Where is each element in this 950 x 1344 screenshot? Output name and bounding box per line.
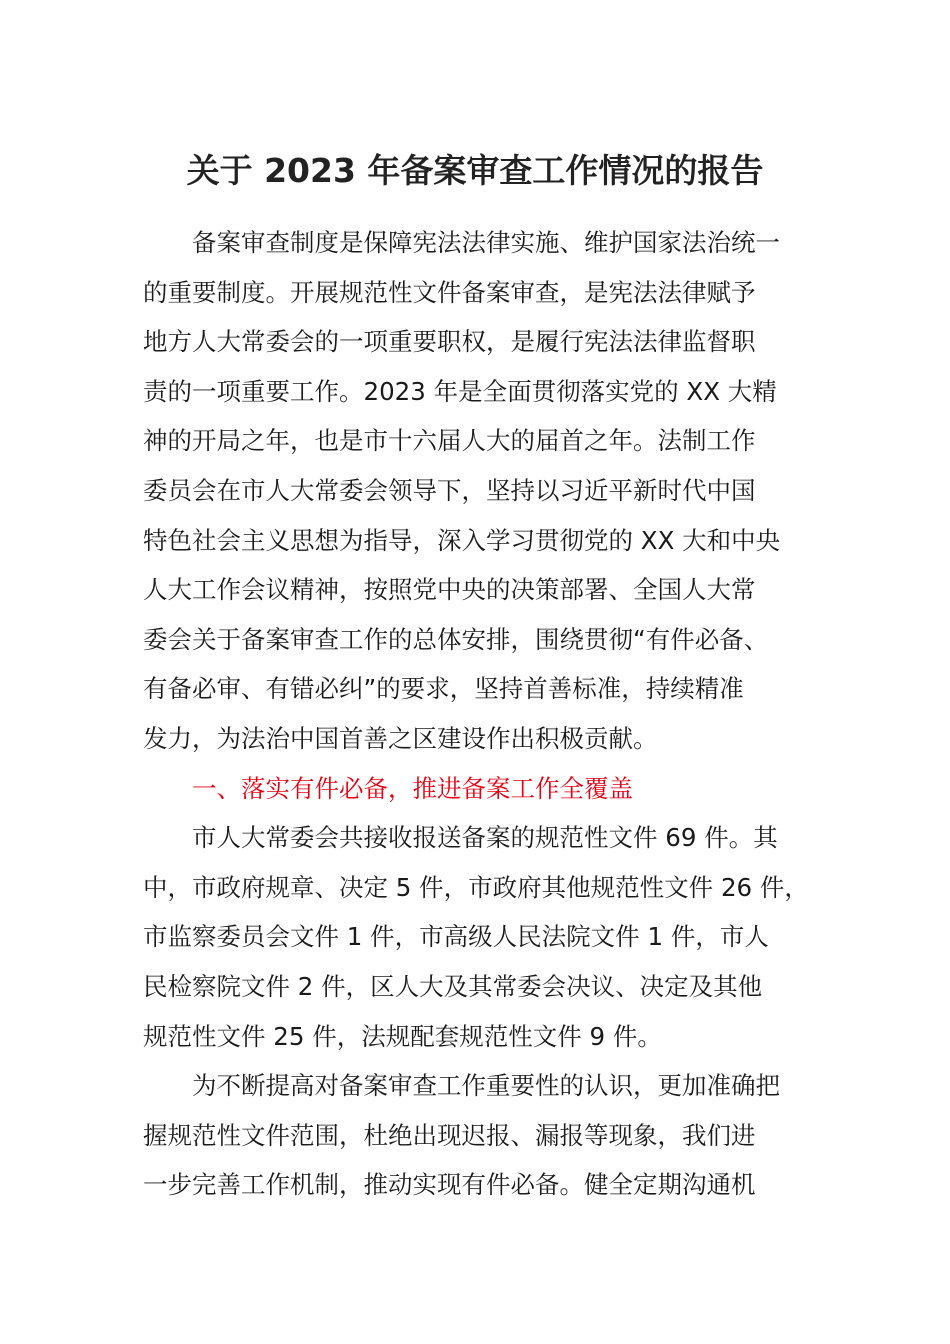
text-line: 人大工作会议精神，按照党中央的决策部署、全国人大常 xyxy=(143,575,756,605)
text-line: 握规范性文件范围，杜绝出现迟报、漏报等现象，我们进 xyxy=(143,1120,756,1150)
text-line: 委会关于备案审查工作的总体安排，围绕贯彻“有件必备、 xyxy=(143,624,769,654)
page-title: 关于 2023 年备案审查工作情况的报告 xyxy=(186,151,764,190)
text-line: 备案审查制度是保障宪法法律实施、维护国家法治统一 xyxy=(192,228,780,257)
text-line: 的重要制度。开展规范性文件备案审查，是宪法法律赋予 xyxy=(143,277,756,307)
paragraph-3 xyxy=(143,1061,818,1210)
text-line: 市人大常委会共接收报送备案的规范性文件 69 件。其 xyxy=(192,823,778,853)
text-line: 中，市政府规章、决定 5 件，市政府其他规范性文件 26 件， xyxy=(143,872,809,902)
paragraph-2 xyxy=(143,813,818,1061)
text-line: 神的开局之年，也是市十六届人大的届首之年。法制工作 xyxy=(143,426,756,456)
text-line: 市监察委员会文件 1 件，市高级人民法院文件 1 件，市人 xyxy=(143,922,769,952)
text-line: 特色社会主义思想为指导，深入学习贯彻党的 XX 大和中央 xyxy=(143,525,781,555)
text-line: 规范性文件 25 件，法规配套规范性文件 9 件。 xyxy=(143,1021,662,1051)
text-line: 有备必审、有错必纠”的要求，坚持首善标准，持续精准 xyxy=(143,674,744,704)
text-line: 民检察院文件 2 件，区人大及其常委会决议、决定及其他 xyxy=(143,971,763,1001)
text-line: 地方人大常委会的一项重要职权，是履行宪法法律监督职 xyxy=(143,327,756,357)
text-line: 责的一项重要工作。2023 年是全面贯彻落实党的 XX 大精 xyxy=(143,376,777,406)
text-line: 为不断提高对备案审查工作重要性的认识，更加准确把 xyxy=(192,1071,780,1101)
document-body xyxy=(143,218,818,1210)
text-line: 委员会在市人大常委会领导下，坚持以习近平新时代中国 xyxy=(143,475,756,505)
text-line: 一步完善工作机制，推动实现有件必备。健全定期沟通机 xyxy=(143,1170,756,1200)
text-line: 发力，为法治中国首善之区建设作出积极贡献。 xyxy=(143,723,658,753)
paragraph-1 xyxy=(143,218,818,764)
section-heading-1: 一、落实有件必备，推进备案工作全覆盖 xyxy=(192,773,633,803)
